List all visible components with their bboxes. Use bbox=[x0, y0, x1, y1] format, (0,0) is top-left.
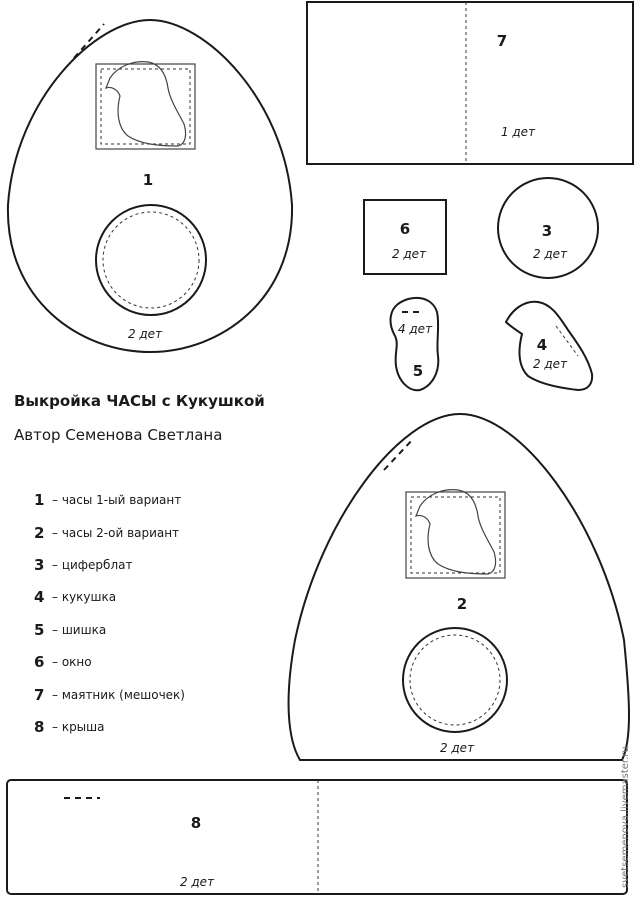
piece-5-quantity: 4 дет bbox=[397, 322, 433, 336]
piece-8-number: 8 bbox=[190, 814, 202, 832]
legend-item bbox=[34, 614, 185, 646]
piece-2-number: 2 bbox=[456, 595, 468, 613]
legend-number: 1 bbox=[34, 491, 45, 510]
piece-5-number: 5 bbox=[412, 362, 424, 380]
legend-text: – шишка bbox=[52, 622, 107, 637]
piece-6-quantity: 2 дет bbox=[391, 247, 427, 261]
legend-item bbox=[34, 516, 185, 548]
legend-text: – циферблат bbox=[52, 557, 133, 572]
piece-1-seam-mark bbox=[74, 24, 104, 58]
piece-4-number: 4 bbox=[536, 336, 548, 354]
piece-2-dial-hole bbox=[403, 628, 507, 732]
piece-4-cuckoo bbox=[506, 302, 592, 390]
piece-2-bird-icon bbox=[416, 490, 496, 574]
legend-text: – окно bbox=[52, 655, 92, 670]
piece-1-bird-icon bbox=[106, 62, 186, 146]
legend-number: 2 bbox=[34, 523, 45, 542]
pattern-title: Выкройка ЧАСЫ с Кукушкой bbox=[14, 392, 265, 410]
piece-1-dial-stitch bbox=[103, 212, 199, 308]
piece-2-quantity: 2 дет bbox=[439, 741, 475, 755]
piece-2-dial-stitch bbox=[410, 635, 500, 725]
legend-number: 6 bbox=[34, 653, 45, 672]
legend-number: 5 bbox=[34, 620, 45, 639]
piece-5-pinecone bbox=[391, 298, 439, 390]
piece-2-window-stitch bbox=[411, 497, 500, 573]
piece-6-window bbox=[364, 200, 446, 274]
piece-2-outline bbox=[289, 414, 629, 760]
legend-text: – часы 2-ой вариант bbox=[52, 525, 180, 540]
piece-4-quantity: 2 дет bbox=[532, 357, 568, 371]
piece-1-dial-hole bbox=[96, 205, 206, 315]
piece-1-number: 1 bbox=[142, 171, 154, 189]
legend-number: 7 bbox=[34, 685, 45, 704]
legend-number: 3 bbox=[34, 555, 45, 574]
legend-text: – кукушка bbox=[52, 590, 117, 605]
legend-item bbox=[34, 678, 185, 710]
pattern-author: Автор Семенова Светлана bbox=[14, 426, 223, 444]
legend-number: 4 bbox=[34, 588, 45, 607]
piece-8-roof bbox=[7, 780, 627, 894]
legend-text: – крыша bbox=[52, 719, 105, 734]
piece-3-number: 3 bbox=[541, 222, 553, 240]
legend-item bbox=[34, 646, 185, 678]
legend-item bbox=[34, 484, 185, 516]
legend-text: – маятник (мешочек) bbox=[52, 687, 185, 702]
piece-1-egg-clock bbox=[8, 20, 292, 352]
legend-item bbox=[34, 549, 185, 581]
piece-1-window-stitch bbox=[101, 69, 190, 144]
piece-4-outline bbox=[506, 302, 592, 390]
piece-3-quantity: 2 дет bbox=[532, 247, 568, 261]
piece-7-outline bbox=[307, 2, 633, 164]
piece-7-quantity: 1 дет bbox=[500, 125, 536, 139]
piece-7-pendulum bbox=[307, 2, 633, 164]
legend-item bbox=[34, 581, 185, 613]
piece-1-quantity: 2 дет bbox=[127, 327, 163, 341]
piece-3-dial bbox=[498, 178, 598, 278]
legend-text: – часы 1-ый вариант bbox=[52, 493, 182, 508]
legend-item bbox=[34, 711, 185, 743]
piece-6-number: 6 bbox=[399, 220, 411, 238]
legend bbox=[34, 484, 185, 743]
watermark: svetsemenova.livemaster.ru bbox=[620, 746, 631, 888]
piece-2-arch-clock bbox=[289, 414, 629, 760]
legend-number: 8 bbox=[34, 717, 45, 736]
piece-8-quantity: 2 дет bbox=[179, 875, 215, 889]
piece-7-number: 7 bbox=[496, 32, 508, 50]
